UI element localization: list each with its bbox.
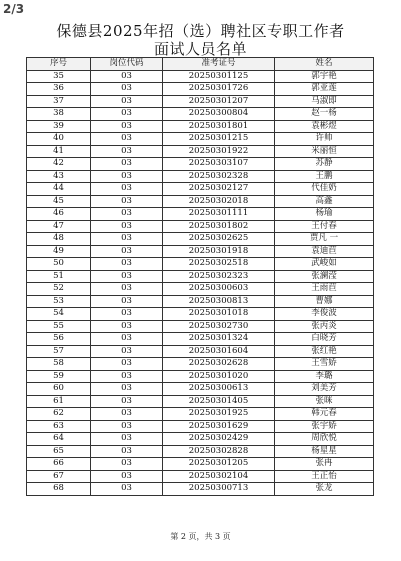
table-row xyxy=(27,433,374,446)
table-row xyxy=(27,345,374,358)
table-row xyxy=(27,333,374,346)
cell-index: 62 xyxy=(27,408,91,421)
cell-name: 张冉 xyxy=(275,458,374,471)
page-footer: 第 2 页，共 3 页 xyxy=(170,532,231,541)
cell-name: 高鑫 xyxy=(275,195,374,208)
cell-name: 韩元春 xyxy=(275,408,374,421)
cell-name: 白晓芳 xyxy=(275,333,374,346)
cell-index: 55 xyxy=(27,320,91,333)
table-row xyxy=(27,70,374,83)
cell-ticket-number: 20250302104 xyxy=(163,470,275,483)
cell-position-code: 03 xyxy=(91,283,163,296)
cell-ticket-number: 20250300613 xyxy=(163,383,275,396)
cell-position-code: 03 xyxy=(91,420,163,433)
cell-name: 米丽恒 xyxy=(275,145,374,158)
cell-index: 40 xyxy=(27,133,91,146)
cell-ticket-number: 20250302018 xyxy=(163,195,275,208)
cell-position-code: 03 xyxy=(91,270,163,283)
cell-position-code: 03 xyxy=(91,195,163,208)
cell-name: 王鹏 xyxy=(275,170,374,183)
cell-name: 王雪娇 xyxy=(275,358,374,371)
cell-index: 49 xyxy=(27,245,91,258)
table-row xyxy=(27,408,374,421)
table-row xyxy=(27,233,374,246)
cell-ticket-number: 20250301207 xyxy=(163,95,275,108)
cell-position-code: 03 xyxy=(91,383,163,396)
candidate-table xyxy=(26,57,374,496)
cell-ticket-number: 20250301125 xyxy=(163,70,275,83)
cell-position-code: 03 xyxy=(91,295,163,308)
cell-name: 王雨苣 xyxy=(275,283,374,296)
table-row xyxy=(27,395,374,408)
cell-name: 刘美芳 xyxy=(275,383,374,396)
cell-ticket-number: 20250301324 xyxy=(163,333,275,346)
cell-ticket-number: 20250302828 xyxy=(163,445,275,458)
cell-ticket-number: 20250302730 xyxy=(163,320,275,333)
cell-ticket-number: 20250302628 xyxy=(163,358,275,371)
cell-name: 马淑即 xyxy=(275,95,374,108)
cell-index: 37 xyxy=(27,95,91,108)
table-row xyxy=(27,83,374,96)
cell-index: 43 xyxy=(27,170,91,183)
cell-name: 曹娜 xyxy=(275,295,374,308)
header-index: 序号 xyxy=(27,58,91,71)
cell-position-code: 03 xyxy=(91,170,163,183)
cell-position-code: 03 xyxy=(91,70,163,83)
cell-position-code: 03 xyxy=(91,470,163,483)
cell-ticket-number: 20250303107 xyxy=(163,158,275,171)
cell-position-code: 03 xyxy=(91,120,163,133)
cell-name: 代佳奶 xyxy=(275,183,374,196)
cell-name: 张咪 xyxy=(275,395,374,408)
table-row xyxy=(27,470,374,483)
cell-index: 39 xyxy=(27,120,91,133)
table-row xyxy=(27,383,374,396)
cell-name: 张红艳 xyxy=(275,345,374,358)
table-header-row xyxy=(27,58,374,71)
table-row xyxy=(27,283,374,296)
cell-ticket-number: 20250301215 xyxy=(163,133,275,146)
document-title: 保德县2025年招（选）聘社区专职工作者 xyxy=(56,22,345,40)
table-row xyxy=(27,170,374,183)
cell-index: 35 xyxy=(27,70,91,83)
cell-name: 杨星星 xyxy=(275,445,374,458)
cell-name: 郭宇艳 xyxy=(275,70,374,83)
cell-index: 44 xyxy=(27,183,91,196)
cell-position-code: 03 xyxy=(91,333,163,346)
cell-position-code: 03 xyxy=(91,145,163,158)
cell-name: 苏静 xyxy=(275,158,374,171)
cell-index: 42 xyxy=(27,158,91,171)
cell-index: 65 xyxy=(27,445,91,458)
table-row xyxy=(27,483,374,496)
cell-name: 贾凡 一 xyxy=(275,233,374,246)
cell-index: 47 xyxy=(27,220,91,233)
cell-name: 赵一杨 xyxy=(275,108,374,121)
cell-position-code: 03 xyxy=(91,233,163,246)
cell-name: 张宇娇 xyxy=(275,420,374,433)
table-row xyxy=(27,308,374,321)
cell-name: 张丙炎 xyxy=(275,320,374,333)
cell-ticket-number: 20250302323 xyxy=(163,270,275,283)
cell-position-code: 03 xyxy=(91,258,163,271)
cell-position-code: 03 xyxy=(91,95,163,108)
cell-index: 54 xyxy=(27,308,91,321)
cell-index: 57 xyxy=(27,345,91,358)
cell-name: 周欣悦 xyxy=(275,433,374,446)
table-row xyxy=(27,183,374,196)
cell-position-code: 03 xyxy=(91,433,163,446)
cell-index: 52 xyxy=(27,283,91,296)
table-row xyxy=(27,270,374,283)
table-body xyxy=(27,70,374,495)
cell-index: 58 xyxy=(27,358,91,371)
cell-ticket-number: 20250301205 xyxy=(163,458,275,471)
cell-position-code: 03 xyxy=(91,483,163,496)
cell-ticket-number: 20250301801 xyxy=(163,120,275,133)
cell-ticket-number: 20250301925 xyxy=(163,408,275,421)
table-row xyxy=(27,370,374,383)
cell-index: 66 xyxy=(27,458,91,471)
cell-ticket-number: 20250302518 xyxy=(163,258,275,271)
table-row xyxy=(27,133,374,146)
cell-ticket-number: 20250301405 xyxy=(163,395,275,408)
table-row xyxy=(27,295,374,308)
cell-position-code: 03 xyxy=(91,133,163,146)
cell-ticket-number: 20250302328 xyxy=(163,170,275,183)
cell-index: 41 xyxy=(27,145,91,158)
header-position-code: 岗位代码 xyxy=(91,58,163,71)
cell-name: 武峻如 xyxy=(275,258,374,271)
cell-index: 59 xyxy=(27,370,91,383)
cell-index: 67 xyxy=(27,470,91,483)
cell-name: 杨瑜 xyxy=(275,208,374,221)
header-name: 姓名 xyxy=(275,58,374,71)
cell-position-code: 03 xyxy=(91,445,163,458)
cell-ticket-number: 20250300813 xyxy=(163,295,275,308)
header-ticket-number: 准考证号 xyxy=(163,58,275,71)
table-row xyxy=(27,320,374,333)
cell-position-code: 03 xyxy=(91,395,163,408)
cell-ticket-number: 20250301922 xyxy=(163,145,275,158)
cell-position-code: 03 xyxy=(91,345,163,358)
cell-index: 53 xyxy=(27,295,91,308)
table-row xyxy=(27,158,374,171)
document-subtitle: 面试人员名单 xyxy=(153,40,247,58)
cell-position-code: 03 xyxy=(91,183,163,196)
cell-ticket-number: 20250302429 xyxy=(163,433,275,446)
cell-ticket-number: 20250301629 xyxy=(163,420,275,433)
cell-name: 袁迪苣 xyxy=(275,245,374,258)
page-indicator: 2/3 xyxy=(3,2,25,16)
cell-position-code: 03 xyxy=(91,108,163,121)
cell-index: 46 xyxy=(27,208,91,221)
cell-index: 51 xyxy=(27,270,91,283)
cell-index: 61 xyxy=(27,395,91,408)
cell-name: 王付春 xyxy=(275,220,374,233)
table-row xyxy=(27,245,374,258)
cell-position-code: 03 xyxy=(91,83,163,96)
table-row xyxy=(27,458,374,471)
table-row xyxy=(27,358,374,371)
cell-ticket-number: 20250302127 xyxy=(163,183,275,196)
cell-ticket-number: 20250301802 xyxy=(163,220,275,233)
cell-ticket-number: 20250301111 xyxy=(163,208,275,221)
table-row xyxy=(27,420,374,433)
cell-ticket-number: 20250300603 xyxy=(163,283,275,296)
cell-name: 李璐 xyxy=(275,370,374,383)
cell-position-code: 03 xyxy=(91,308,163,321)
table-row xyxy=(27,258,374,271)
cell-index: 68 xyxy=(27,483,91,496)
table-row xyxy=(27,220,374,233)
cell-ticket-number: 20250302625 xyxy=(163,233,275,246)
cell-index: 50 xyxy=(27,258,91,271)
cell-name: 袁彬煜 xyxy=(275,120,374,133)
cell-ticket-number: 20250301918 xyxy=(163,245,275,258)
table-row xyxy=(27,120,374,133)
cell-position-code: 03 xyxy=(91,358,163,371)
cell-position-code: 03 xyxy=(91,158,163,171)
cell-position-code: 03 xyxy=(91,320,163,333)
cell-index: 63 xyxy=(27,420,91,433)
cell-index: 48 xyxy=(27,233,91,246)
cell-ticket-number: 20250301604 xyxy=(163,345,275,358)
cell-name: 许帅 xyxy=(275,133,374,146)
cell-ticket-number: 20250300713 xyxy=(163,483,275,496)
cell-name: 郭亚莲 xyxy=(275,83,374,96)
table-row xyxy=(27,195,374,208)
cell-index: 38 xyxy=(27,108,91,121)
cell-position-code: 03 xyxy=(91,220,163,233)
cell-ticket-number: 20250301018 xyxy=(163,308,275,321)
table-row xyxy=(27,208,374,221)
cell-index: 36 xyxy=(27,83,91,96)
cell-index: 45 xyxy=(27,195,91,208)
cell-index: 64 xyxy=(27,433,91,446)
cell-position-code: 03 xyxy=(91,245,163,258)
cell-index: 60 xyxy=(27,383,91,396)
cell-name: 王正怡 xyxy=(275,470,374,483)
cell-ticket-number: 20250301726 xyxy=(163,83,275,96)
table-row xyxy=(27,445,374,458)
table-row xyxy=(27,108,374,121)
cell-position-code: 03 xyxy=(91,208,163,221)
cell-index: 56 xyxy=(27,333,91,346)
cell-ticket-number: 20250301020 xyxy=(163,370,275,383)
cell-position-code: 03 xyxy=(91,458,163,471)
cell-position-code: 03 xyxy=(91,408,163,421)
table-row xyxy=(27,95,374,108)
table-row xyxy=(27,145,374,158)
cell-name: 张澜滢 xyxy=(275,270,374,283)
cell-name: 张龙 xyxy=(275,483,374,496)
cell-ticket-number: 20250300804 xyxy=(163,108,275,121)
cell-name: 李俊波 xyxy=(275,308,374,321)
cell-position-code: 03 xyxy=(91,370,163,383)
